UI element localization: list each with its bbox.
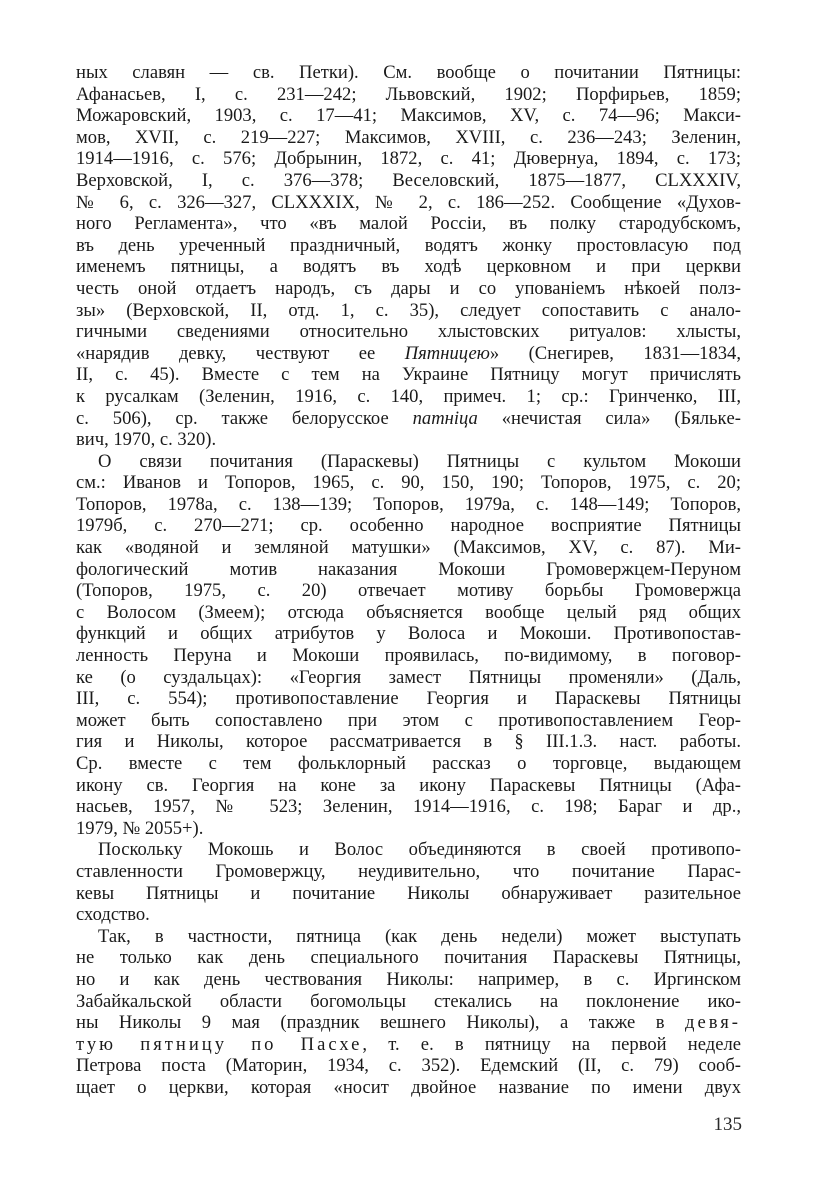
text-line: (Топоров, 1975, с. 20) отвечает мотиву борьбы Громовержца	[76, 580, 741, 602]
text-line: Верховской, I, с. 376—378; Веселовский, 1875—1877, CLXXXIV,	[76, 169, 741, 191]
text-line: № 6, с. 326—327, CLXXXIX, № 2, с. 186—252. Сообщение «Духов-	[76, 191, 741, 213]
text-line: см.: Иванов и Топоров, 1965, с. 90, 150, 190; Топоров, 1975, с. 20;	[76, 472, 741, 494]
text-line: не только как день специального почитания Параскевы Пятницы,	[76, 947, 741, 969]
text-line: Петрова поста (Маторин, 1934, с. 352). Едемский (II, с. 79) сооб-	[76, 1055, 741, 1077]
text-line: к русалкам (Зеленин, 1916, с. 140, примеч. 1; ср.: Гринченко, III,	[76, 385, 741, 407]
text-line: вич, 1970, с. 320).	[76, 429, 217, 451]
text-line: 1914—1916, с. 576; Добрынин, 1872, с. 41; Дювернуа, 1894, с. 173;	[76, 148, 741, 170]
text-line: Топоров, 1978а, с. 138—139; Топоров, 1979а, с. 148—149; Топоров,	[76, 493, 741, 515]
text-line: ных славян — св. Петки). См. вообще о почитании Пятницы:	[76, 62, 741, 83]
text-line: «нарядив девку, чествуют ее Пятницею» (Снегирев, 1831—1834,	[76, 342, 741, 364]
text-line: гичными сведениями относительно хлыстовских ритуалов: хлысты,	[76, 321, 741, 343]
text-line: зы» (Верховской, II, отд. 1, с. 35), следует сопоставить с анало-	[76, 299, 741, 321]
text-line: Можаровский, 1903, с. 17—41; Максимов, XV, с. 74—96; Макси-	[76, 105, 741, 127]
text-line: с Волосом (Змеем); отсюда объясняется вообще целый ряд общих	[76, 601, 741, 623]
text-line: именемъ пятницы, а водятъ въ ходѣ церковном и при церкви	[76, 256, 741, 278]
text-block	[76, 62, 741, 1099]
text-line: с. 506), ср. также белорусское патніца «нечистая сила» (Бялькe-	[76, 407, 741, 429]
text-line: насьев, 1957, № 523; Зеленин, 1914—1916, с. 198; Бараг и др.,	[76, 796, 741, 818]
text-line: щает о церкви, которая «носит двойное название по имени двух	[76, 1076, 741, 1098]
text-line: функций и общих атрибутов у Волоса и Мокоши. Противопостав-	[76, 623, 741, 645]
page-number: 135	[713, 1114, 742, 1135]
text-line: Ср. вместе с тем фольклорный рассказ о торговце, выдающем	[76, 753, 741, 774]
text-line: мов, XVII, с. 219—227; Максимов, XVIII, с. 236—243; Зеленин,	[76, 126, 741, 148]
text-line: сходство.	[76, 904, 150, 926]
text-line: II, с. 45). Вместе с тем на Украине Пятницу могут причислять	[76, 364, 741, 386]
text-line: честь оной отдаетъ народъ, съ дары и со упованіемъ нѣкоей полз-	[76, 277, 741, 299]
text-line: ке (о суздальцах): «Георгия замест Пятницы променяли» (Даль,	[76, 666, 741, 688]
text-line: как «водяной и земляной матушки» (Максимов, XV, с. 87). Ми-	[76, 537, 741, 559]
text-line: 1979, № 2055+).	[76, 817, 204, 839]
text-line: кевы Пятницы и почитание Николы обнаруживает разительное	[76, 882, 741, 904]
text-line: но и как день чествования Николы: например, в с. Иргинском	[76, 968, 741, 990]
text-line: О связи почитания (Параскевы) Пятницы с культом Мокоши	[98, 450, 741, 472]
text-line: Так, в частности, пятница (как день недели) может выступать	[98, 925, 741, 947]
text-line: икону св. Георгия на коне за икону Параскевы Пятницы (Афа-	[76, 774, 741, 796]
text-line: ленность Перуна и Мокоши проявилась, по-видимому, в поговор-	[76, 645, 741, 667]
text-line: 1979б, с. 270—271; ср. особенно народное восприятие Пятницы	[76, 515, 741, 537]
text-line: Поскольку Мокошь и Волос объединяются в своей противопо-	[98, 839, 741, 861]
text-line: ны Николы 9 мая (праздник вешнего Николы), а также в девя-	[76, 1012, 741, 1034]
page-body	[76, 62, 741, 1099]
text-line: Афанасьев, I, с. 231—242; Львовский, 1902; Порфирьев, 1859;	[76, 83, 741, 105]
text-line: может быть сопоставлено при этом с противопоставлением Геор-	[76, 709, 741, 731]
text-line: ного Регламента», что «въ малой Россіи, въ полку стародубскомъ,	[76, 213, 741, 235]
text-line: III, с. 554); противопоставление Георгия и Параскевы Пятницы	[76, 688, 741, 710]
text-line: фологический мотив наказания Мокоши Громовержцем-Перуном	[76, 558, 741, 580]
text-line: въ день уреченный праздничный, водятъ жонку простовласую под	[76, 234, 741, 256]
text-line: гия и Николы, которое рассматривается в § III.1.3. наст. работы.	[76, 731, 741, 753]
text-line: ставленности Громовержцу, неудивительно, что почитание Парас-	[76, 860, 741, 882]
text-line: тую пятницу по Пасхе, т. е. в пятницу на первой неделе	[76, 1033, 741, 1055]
text-line: Забайкальской области богомольцы стекались на поклонение ико-	[76, 990, 741, 1012]
